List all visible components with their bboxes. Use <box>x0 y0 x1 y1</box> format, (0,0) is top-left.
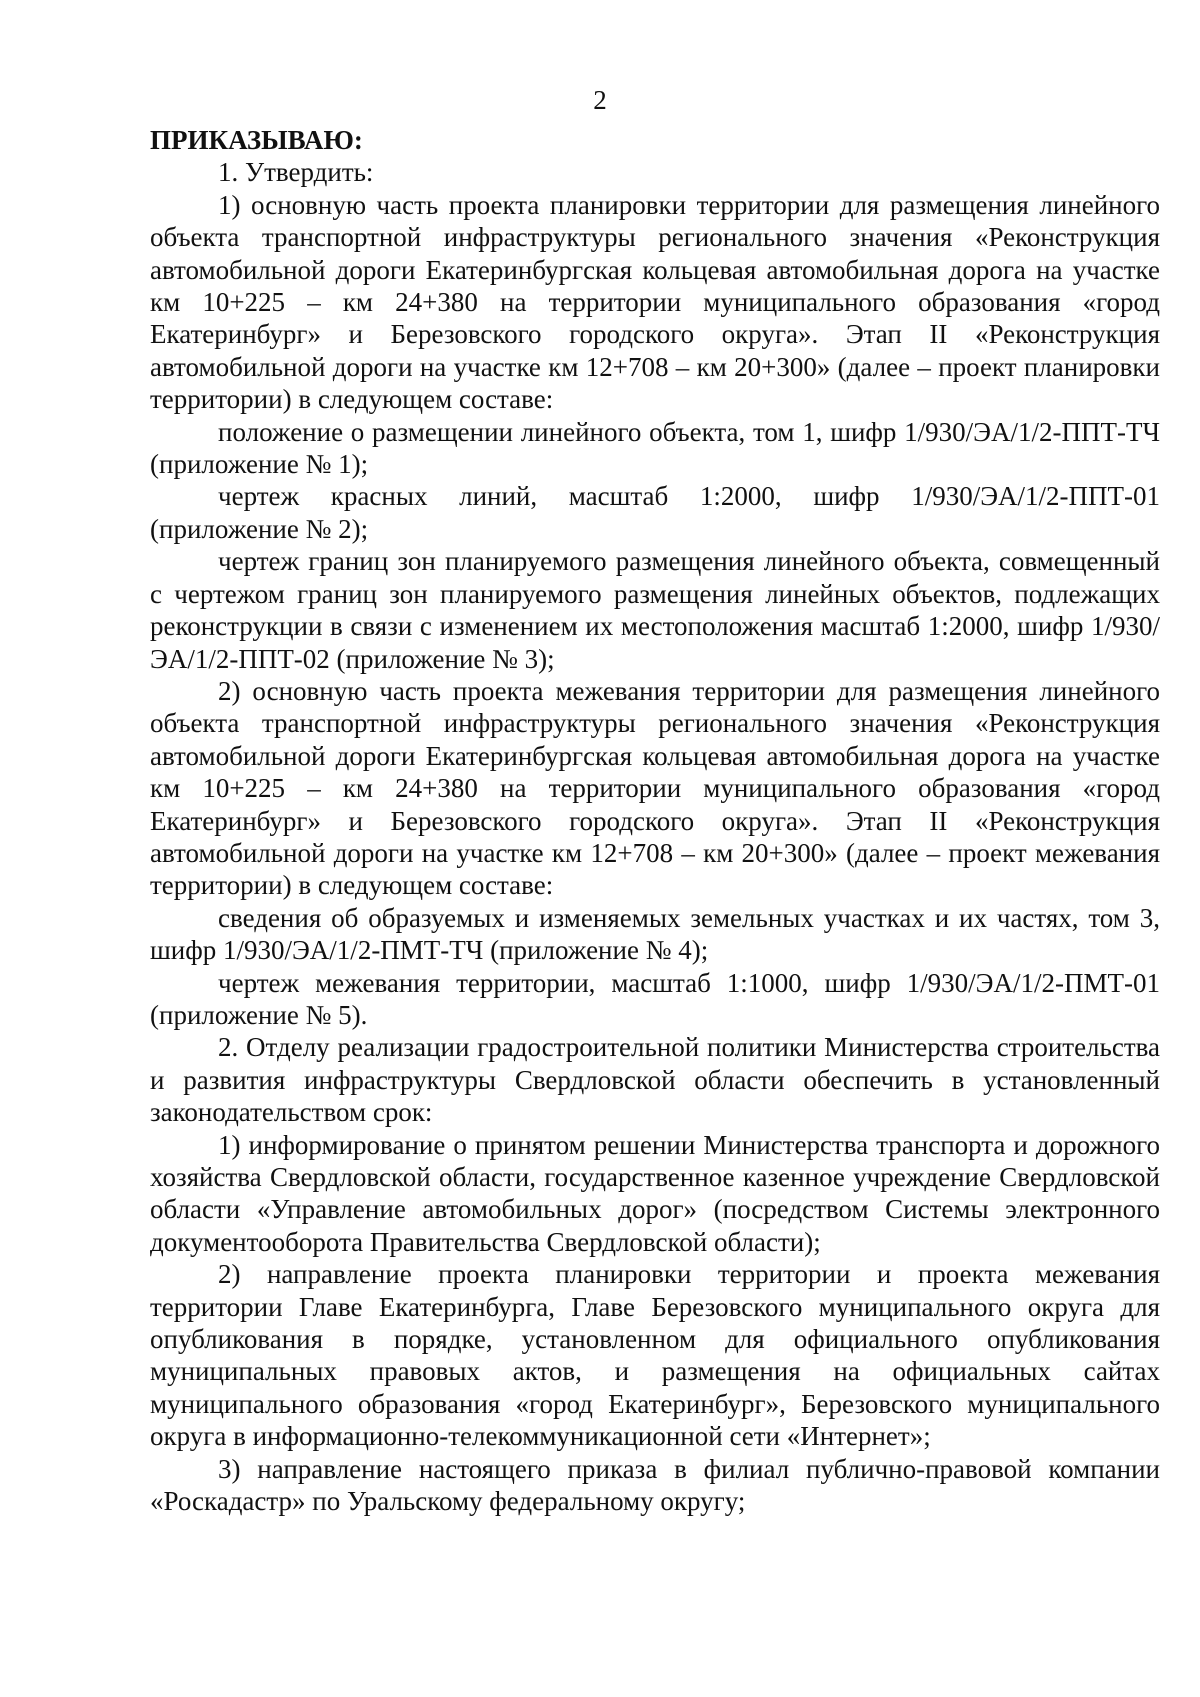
paragraph-sending-project: 2) направление проекта планировки территории и проекта межевания территории Главе Екатеринбурга, Главе Березовского муниципального округа для опубликования в порядке, установленном для официального опубликования муниципальных правовых актов, и размещения на официальных сайтах муниципального образования «город Екатеринбург», Березовского муниципального округа в информационно-телекоммуникационной сети «Интернет»; <box>150 1259 1160 1452</box>
paragraph-informing: 1) информирование о принятом решении Министерства транспорта и дорожного хозяйства Свердловской области, государственное казенное учреждение Свердловской области «Управление автомобильных дорог» (посредством Системы электронного документооборота Правительства Свердловской области); <box>150 1129 1160 1257</box>
paragraph-survey-lands: сведения об образуемых и изменяемых земельных участках и их частях, том 3, шифр 1/930/ЭА/1/2-ПМТ-ТЧ (приложение № 4); <box>150 902 1160 966</box>
order-heading: ПРИКАЗЫВАЮ: <box>150 125 363 155</box>
paragraph-approve: 1. Утвердить: <box>218 157 374 188</box>
paragraph-planning-project: 1) основную часть проекта планировки территории для размещения линейного объекта транспортной инфраструктуры регионального значения «Реконструкция автомобильной дороги Екатеринбургская кольцевая автомобильная дорога на участке км 10+225 – км 24+380 на территории муниципального образования «город Екатеринбург» и Березовского городского округа». Этап II «Реконструкция автомобильной дороги на участке км 12+708 – км 20+300» (далее – проект планировки территории) в следующем составе: <box>150 189 1160 415</box>
paragraph-planning-zones: чертеж границ зон планируемого размещения линейного объекта, совмещенный с чертежом границ зон планируемого размещения линейных объектов, подлежащих реконструкции в связи с изменением их местоположения масштаб 1:2000, шифр 1/930/ЭА/1/2-ППТ-02 (приложение № 3); <box>150 546 1160 674</box>
paragraph-planning-red-lines: чертеж красных линий, масштаб 1:2000, шифр 1/930/ЭА/1/2-ППТ-01 (приложение № 2); <box>150 481 1160 544</box>
paragraph-sending-order: 3) направление настоящего приказа в филиал публично-правовой компании «Роскадастр» по Уральскому федеральному округу; <box>150 1453 1160 1517</box>
paragraph-department: 2. Отделу реализации градостроительной политики Министерства строительства и развития инфраструктуры Свердловской области обеспечить в установленный законодательством срок: <box>150 1032 1160 1128</box>
document-body <box>150 124 1160 1517</box>
paragraph-survey-drawing: чертеж межевания территории, масштаб 1:1000, шифр 1/930/ЭА/1/2-ПМТ-01 (приложение № 5). <box>150 967 1160 1030</box>
paragraph-planning-position: положение о размещении линейного объекта, том 1, шифр 1/930/ЭА/1/2-ППТ-ТЧ (приложение № 1); <box>150 416 1160 480</box>
page-number: 2 <box>593 85 607 115</box>
paragraph-survey-project: 2) основную часть проекта межевания территории для размещения линейного объекта транспортной инфраструктуры регионального значения «Реконструкция автомобильной дороги Екатеринбургская кольцевая автомобильная дорога на участке км 10+225 – км 24+380 на территории муниципального образования «город Екатеринбург» и Березовского городского округа». Этап II «Реконструкция автомобильной дороги на участке км 12+708 – км 20+300» (далее – проект межевания территории) в следующем составе: <box>150 675 1160 901</box>
